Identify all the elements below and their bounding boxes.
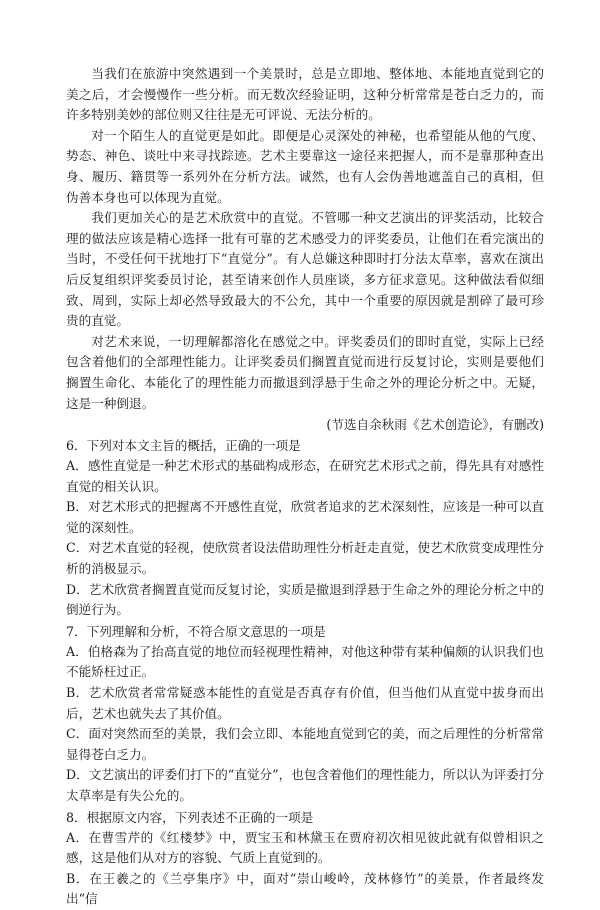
question-option: C．面对突然而至的美景，我们会立即、本能地直觉到它的美，而之后理性的分析常常显得苍白乏力。 (66, 726, 544, 762)
question-option: A．感性直觉是一种艺术形式的基础构成形态，在研究艺术形式之前，得先具有对感性直觉的相关认识。 (66, 458, 544, 494)
question-option: B．对艺术形式的把握离不开感性直觉，欣赏者追求的艺术深刻性，应该是一种可以直觉的深刻性。 (66, 499, 544, 535)
passage-paragraph: 当我们在旅游中突然遇到一个美景时，总是立即地、整体地、本能地直觉到它的美之后，才会慢慢作一些分析。而无数次经验证明，这种分析常常是苍白乏力的，而许多特别美妙的部位则又往往是无可评说、无法分析的。 (66, 66, 544, 123)
question-8 (66, 807, 544, 910)
reading-passage (66, 64, 544, 435)
passage-paragraph: 对一个陌生人的直觉更是如此。即便是心灵深处的神秘，也希望能从他的气度、势态、神色、谈吐中来寻找踪迹。艺术主要靠这一途径来把握人，而不是靠那种查出身、履历、籍贯等一系列外在分析方法。诚然，也有人会伪善地遮盖自己的真相，但伪善本身也可以体现为直觉。 (66, 127, 544, 205)
question-7 (66, 621, 544, 807)
passage-paragraph: 我们更加关心的是艺术欣赏中的直觉。不管哪一种文艺演出的评奖活动，比较合理的做法应该是精心选择一批有可靠的艺术感受力的评奖委员，让他们在看完演出的当时，不受任何干扰地打下“直觉分”。有人总嫌这种即时打分法太草率，喜欢在演出后反复组织评奖委员讨论，甚至请来创作人员座谈，多方征求意见。这种做法看似细致、周到，实际上却必然导致最大的不公允，其中一个重要的原因就是割碎了最可珍贵的直觉。 (66, 210, 544, 329)
question-6 (66, 435, 544, 621)
exam-page (66, 64, 544, 910)
question-option: B．艺术欣赏者常常疑惑本能性的直觉是否真存有价值，但当他们从直觉中拔身而出后，艺术也就失去了其价值。 (66, 685, 544, 721)
question-stem: 7．下列理解和分析，不符合原文意思的一项是 (66, 623, 326, 639)
question-option: B．在王羲之的《兰亭集序》中，面对“崇山峻岭，茂林修竹”的美景，作者最终发出“信 (66, 870, 544, 907)
passage-paragraph: 对艺术来说，一切理解都溶化在感觉之中。评奖委员们的即时直觉，实际上已经包含着他们的全部理性能力。让评奖委员们搁置直觉而进行反复讨论，实则是要他们搁置生命化、本能化了的理性能力而撤退到浮悬于生命之外的理论分析之中。无疑，这是一种倒退。 (66, 333, 544, 411)
question-option: A．在曹雪芹的《红楼梦》中，贾宝玉和林黛玉在贾府初次相见彼此就有似曾相识之感，这是他们从对方的容貌、气质上直觉到的。 (66, 829, 544, 866)
question-option: C．对艺术直觉的轻视，使欣赏者设法借助理性分析赶走直觉，使艺术欣赏变成理性分析的消极显示。 (66, 540, 544, 577)
question-option: A．伯格森为了抬高直觉的地位而轻视理性精神，对他这种带有某种偏颇的认识我们也不能矫枉过正。 (66, 643, 544, 680)
question-option: D．文艺演出的评委们打下的“直觉分”，也包含着他们的理性能力，所以认为评委打分太草率是有失公允的。 (66, 767, 544, 803)
passage-source: (节选自余秋雨《艺术创造论》，有删改) (326, 417, 544, 433)
question-stem: 6．下列对本文主旨的概括，正确的一项是 (66, 438, 301, 454)
question-stem: 8．根据原文内容，下列表述不正确的一项是 (66, 809, 314, 825)
question-option: D．艺术欣赏者搁置直觉而反复讨论，实质是撤退到浮悬于生命之外的理论分析之中的倒逆行为。 (66, 581, 544, 618)
